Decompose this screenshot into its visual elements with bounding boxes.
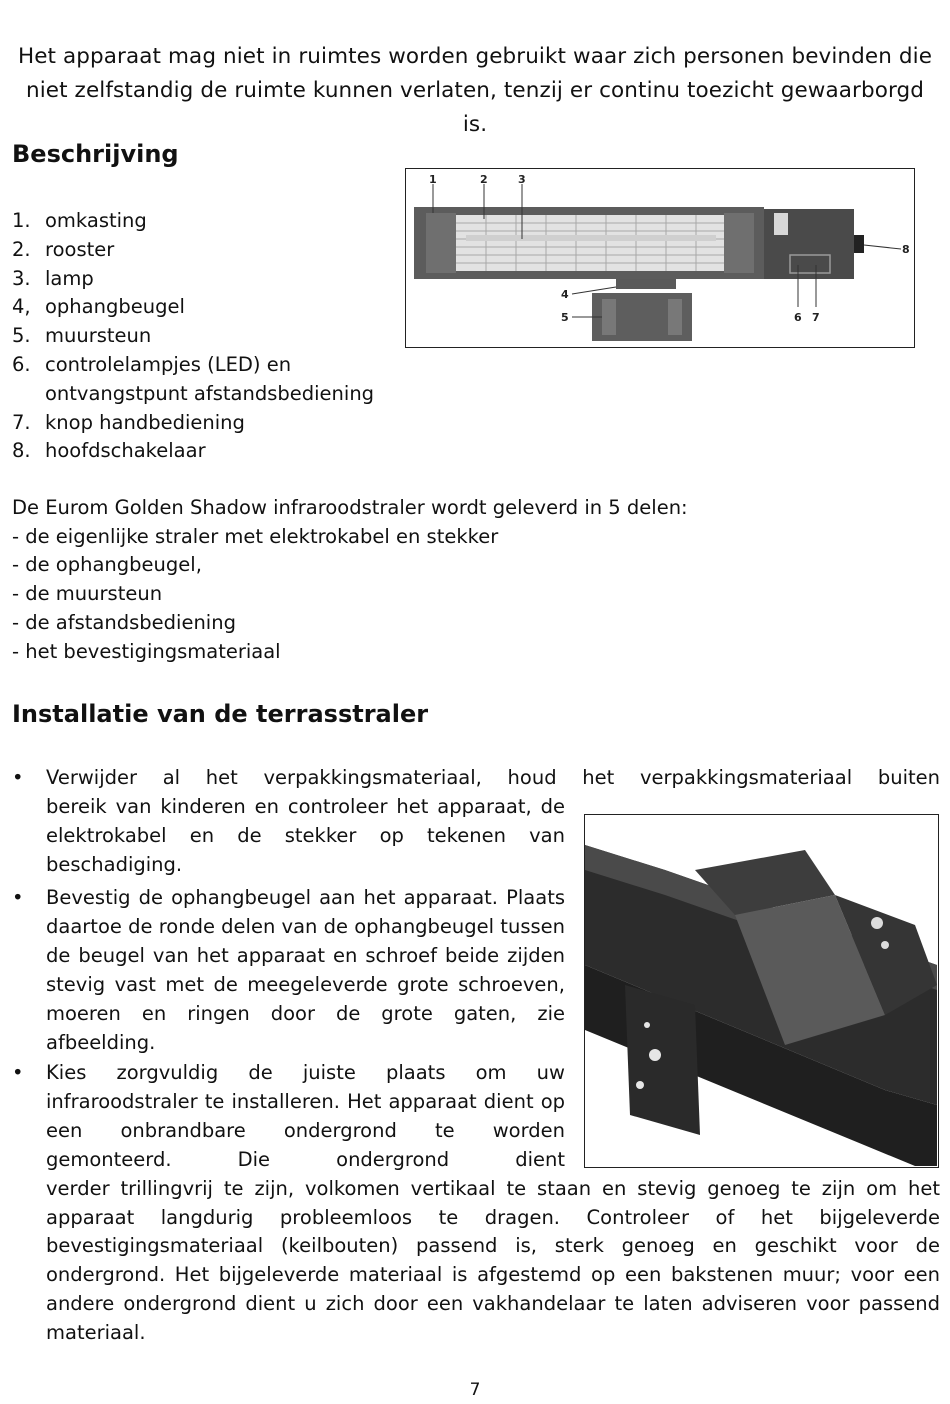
bracket-photo-figure (584, 814, 939, 1168)
heater-diagram-figure (405, 168, 915, 348)
bracket-photo (585, 815, 937, 1166)
install-step-2: • Bevestig de ophangbeugel aan het apparaat. Plaats daartoe de ronde delen van de ophangbeugel tussen de beugel van het apparaat en schroef beide zijden stevig vast met de meegeleverde grote schroeven, moeren en ringen door de grote gaten, zie afbeelding. (12, 886, 565, 1054)
figure-label: 7 (812, 311, 820, 324)
parts-legend-list (12, 207, 415, 466)
parts-intro: De Eurom Golden Shadow infraroodstraler wordt geleverd in 5 delen: (12, 496, 688, 519)
legend-item: 6. controlelampjes (LED) en ontvangstpunt afstandsbediening (12, 352, 375, 405)
intro-paragraph: Het apparaat mag niet in ruimtes worden gebruikt waar zich personen bevinden die niet zelfstandig de ruimte kunnen verlaten, tenzij er continu toezicht gewaarborgd is. (17, 44, 933, 137)
parts-item: - de ophangbeugel, (12, 553, 202, 577)
heading-installation: Installatie van de terrasstraler (12, 700, 429, 728)
legend-item: 4, ophangbeugel (12, 295, 185, 319)
bolt-hole (871, 917, 883, 929)
bolt-hole (649, 1049, 661, 1061)
legend-item: 1. omkasting (12, 209, 147, 232)
install-step-3: • Kies zorgvuldig de juiste plaats om uw infraroodstraler te installeren. Het apparaat dient op een onbrandbare ondergrond te worden gemonteerd. Die ondergrond dient verder trillingvrij te zijn, volkomen vertikaal te staan en stevig genoeg te zijn om het apparaat langdurig probleemloos te dragen. Controleer of het bijgeleverde bevestigingsmateriaal (keilbouten) passend is, sterk genoeg en geschikt voor de ondergrond. Het bijgeleverde materiaal is afgestemd op een bakstenen muur; voor een andere ondergrond dient u zich door een vakhandelaar te laten adviseren voor passend materiaal. (12, 1061, 940, 1345)
figure-label: 2 (480, 173, 488, 186)
legend-item: 3. lamp (12, 266, 94, 290)
figure-label: 1 (429, 173, 437, 186)
parts-item: - de muursteun (12, 582, 163, 606)
parts-item: - de eigenlijke straler met elektrokabel en stekker (12, 524, 499, 548)
heater-lamp (466, 235, 716, 241)
legend-item: 5. muursteun (12, 324, 152, 348)
heater-diagram (406, 169, 913, 346)
heading-description: Beschrijving (12, 140, 179, 168)
bolt-hole (636, 1081, 644, 1089)
legend-item: 8. hoofdschakelaar (12, 439, 206, 463)
figure-label: 5 (561, 311, 569, 324)
bullet-icon: • (12, 886, 24, 909)
bolt-hole (881, 941, 889, 949)
page-number: 7 (469, 1380, 481, 1400)
parts-section (12, 494, 688, 666)
legend-item: 2. rooster (12, 237, 115, 261)
hanging-bracket (616, 279, 676, 289)
figure-label: 3 (518, 173, 526, 186)
parts-item: - het bevestigingsmateriaal (12, 639, 281, 663)
bolt-hole (644, 1022, 650, 1028)
figure-label: 6 (794, 311, 802, 324)
bullet-icon: • (12, 1061, 24, 1084)
main-switch (854, 235, 864, 253)
parts-item: - de afstandsbediening (12, 610, 236, 634)
figure-label: 4 (561, 288, 569, 301)
legend-item: 7. knop handbediening (12, 410, 245, 434)
hanging-plate (625, 985, 700, 1135)
figure-label: 8 (902, 243, 910, 256)
bullet-icon: • (12, 766, 24, 789)
install-step-1: • Verwijder al het verpakkingsmateriaal, houd het verpakkingsmateriaal buiten bereik van kinderen en controleer het apparaat, de elektrokabel en de stekker op tekenen van beschadiging. (12, 766, 940, 876)
